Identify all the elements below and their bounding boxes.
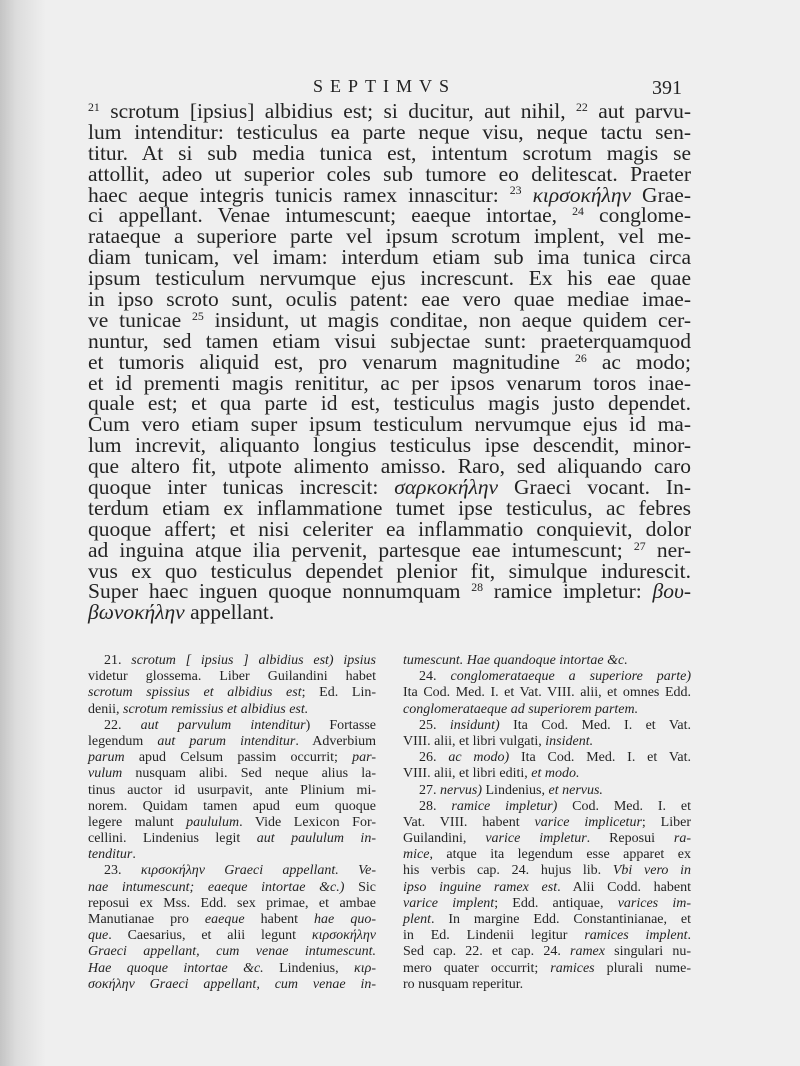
italic-text: nae intumescunt; eaeque intortae &c.) [88,879,345,895]
footnote-line [403,783,691,799]
text-line [88,247,691,268]
text-run: reposui ex Mss. Edd. sex primae, et ambae [88,895,376,911]
footnote-line [403,831,691,847]
italic-text: aut parum intenditur [157,733,296,749]
italic-text: varices im- [617,895,691,911]
text-run: norem. Quidam tamen apud eum quoque [88,798,376,814]
text-run: . [132,847,136,863]
footnote-line [88,685,376,701]
text-run: videtur glossema. Liber Guilandini habet [88,669,376,685]
italic-text: par- [352,750,376,766]
text-run: lum intenditur: testiculus ea parte neque visu, neque tactu sen- [88,119,691,144]
text-run: plurali nume- [594,960,691,976]
footnote-continuation [403,653,691,669]
text-line [88,414,691,435]
text-run: ; Liber [641,814,691,830]
footnote-line [403,766,691,782]
italic-text: conglomerataeque ad superiorem partem. [403,701,639,717]
italic-text: vulum [88,766,123,782]
text-run: 25. [419,717,450,733]
footnote-line [403,653,691,669]
text-run: appellant. [184,600,275,625]
text-run: ci appellant. Venae intumescunt; eaeque intortae, [88,203,573,228]
text-line [88,537,691,562]
text-run: Grae- [631,182,691,207]
italic-text: conglomerataeque a superiore parte) [450,669,691,685]
text-run: et id prementi magis renititur, ac per ipsos venarum toros inae- [88,370,691,395]
text-line [88,435,691,456]
footnote-line [88,783,376,799]
italic-text: scrotum [ ipsius ] albidius est) ipsius [131,653,377,668]
main-text [88,101,691,623]
italic-text: aut paululum in- [256,831,376,847]
text-line [88,477,691,498]
text-line [88,119,691,144]
footnote-line [403,734,691,750]
text-run: ) Fortasse [305,717,376,733]
footnote-line [403,847,691,863]
running-title: SEPTIMVS [313,76,457,96]
italic-text: insident. [545,733,594,749]
footnote-line [403,685,691,701]
text-line [88,328,691,353]
footnote-line [88,880,376,896]
italic-text: βωνοκήλην [88,600,185,625]
text-run: nusquam alibi. Sed neque alius la- [122,766,376,782]
note-reference-marker: 24 [572,204,584,219]
note-reference-marker: 26 [575,350,587,365]
text-run: titur. At si sub media tunica est, intentum scrotum magis se [88,140,691,165]
text-run: quale est; et qua parte id est, testiculus magis justo dependet. [88,391,691,416]
text-run: legendum [88,733,158,749]
text-run: quoque inter tunicas increscit: [88,475,395,500]
italic-text: κιρσοκήλην Graeci appellant. Ve- [140,863,376,879]
text-line [88,349,691,374]
text-run: ; Edd. antiquae, [494,895,618,911]
text-run: insidunt, ut magis conditae, non aeque quidem cer- [203,307,691,332]
text-run: Graeci vocant. In- [498,475,692,500]
text-line [88,307,691,332]
italic-text: scrotum remissius et albidius est. [123,701,309,717]
footnote [403,669,691,718]
text-run: ramice impletur: [483,579,653,604]
footnote-line [88,863,376,879]
text-run: haec aeque integris tunicis ramex innascitur: [88,182,510,207]
text-run: habent [244,912,315,927]
footnote-line [88,912,376,928]
text-run: in ipso scroto sunt, oculis patent: eae vero quae mediae imae- [88,287,691,312]
italic-text: κιρ- [354,960,376,976]
text-run: Cod. Med. I. et [557,798,691,814]
text-run: Ita Cod. Med. I. et Vat. VIII. alii, et omnes Edd. [403,685,691,701]
text-line [88,602,691,623]
text-run: rataeque a superiore parte vel ipsum scrotum implent, vel me- [88,224,691,249]
text-run: . Reposui [586,831,674,847]
footnote-line [403,669,691,685]
text-run: . In margine Edd. Constantinianae, et [431,912,691,927]
text-run: Guilandini, [403,831,486,847]
italic-text: varice implent [403,895,495,911]
note-reference-marker: 23 [509,183,522,198]
text-line [88,140,691,165]
text-run: . Caesarius, et alii legunt [108,928,312,944]
italic-text: σαρκοκήλην [394,475,499,500]
italic-text: ipso inguine ramex est [403,879,558,895]
italic-text: κιρσοκήλην [521,182,632,207]
text-run: diam tunicam, vel imam: interdum etiam sub ima tunica circa [88,245,691,270]
footnotes-left-column [88,653,376,993]
footnote-line [403,863,691,879]
text-run: aut parvu- [587,99,691,123]
footnote-line [88,928,376,944]
italic-text: varice impletur [485,831,587,847]
text-run: ipsum testiculum nervumque ejus increscunt. Ex his eae quae [88,266,691,291]
italic-text: aut parvulum intenditur [140,717,306,733]
text-line [88,581,691,602]
text-line [88,558,691,583]
text-line [88,456,691,477]
italic-text: ramice impletur) [451,798,558,814]
text-line [88,370,691,395]
text-run: apud Celsum passim occurrit; [124,750,353,766]
text-run: 21. [104,653,132,668]
italic-text: et modo. [531,766,580,782]
text-run: ac modo; [586,349,691,374]
footnote-line [88,896,376,912]
italic-text: ac modo) [448,750,510,766]
text-run: VIII. alii, et libri editi, [403,766,532,782]
text-run: 28. [419,798,452,814]
footnotes-right-column [403,653,691,993]
text-run: ve tunicae [88,307,192,332]
footnote-line [403,977,691,993]
text-run: legere malunt [88,814,187,830]
footnote-line [88,653,376,669]
italic-text: Vbi vero in [612,863,691,879]
text-run: Lindenius, [482,782,549,798]
italic-text: paululum [186,814,240,830]
text-line [88,161,691,186]
text-run: que altero fit, utpote alimento amisso. Raro, sed aliquando caro [88,454,691,479]
footnote-line [403,750,691,766]
text-line [88,289,691,310]
text-run: VIII. alii, et libri vulgati, [403,733,546,749]
footnote-line [403,718,691,734]
text-run: Sic [344,879,376,895]
italic-text: βου- [652,579,691,604]
text-run: nuntur, sed tamen etiam visui subjectae sunt: praeterquamquod [88,328,691,353]
text-run: Cum vero etiam super ipsum testiculum nervumque ejus id ma- [88,412,691,437]
footnote [88,863,376,993]
text-run: ad inguina atque ilia pervenit, partesque eae intumescunt; [88,537,634,562]
text-line [88,182,691,207]
text-line [88,101,691,122]
text-run: attollit, adeo ut superior coles sub tumore eo delitescat. Praeter [88,161,691,186]
italic-text: hae quo- [314,912,376,927]
footnote-line [403,880,691,896]
italic-text: ra- [673,831,692,847]
italic-text: parum [88,750,125,766]
footnote-line [88,734,376,750]
footnote-line [403,961,691,977]
italic-text: plent [403,912,431,927]
text-run: denii, [88,701,123,717]
footnote-line [88,799,376,815]
footnote-line [88,831,376,847]
text-run: Ita Cod. Med. I. et Vat. [499,717,691,733]
page-edge-shadow [0,0,46,1066]
text-run: his verbis cap. 24. hujus lib. [403,863,613,879]
text-run: et tumoris aliquid est, pro venarum magnitudine [88,349,576,374]
footnote-line [403,928,691,944]
note-reference-marker: 21 [88,99,100,114]
footnote-line [403,799,691,815]
footnote [403,718,691,750]
italic-text: Hae quoque intortae &c. [88,960,264,976]
italic-text: varice implicetur [534,814,642,830]
footnote-line [88,750,376,766]
italic-text: eaeque [204,912,245,927]
italic-text: Graeci appellant, cum venae intumescunt. [88,944,376,960]
footnote [403,799,691,993]
footnote-line [88,669,376,685]
italic-text: ramex [570,944,605,960]
note-reference-marker: 22 [575,99,588,114]
text-run: Super haec inguen quoque nonnumquam [88,579,472,604]
italic-text: tumescunt. Hae quandoque intortae &c. [403,653,628,668]
footnote [88,718,376,864]
italic-text: ramices implent [584,928,688,944]
text-run: conglome- [583,203,691,228]
text-run: mero quater occurrit; [403,960,551,976]
text-line [88,495,691,520]
italic-text: tenditur [88,847,133,863]
text-line [88,205,691,226]
footnote-line [88,977,376,993]
text-run: 23. [104,863,141,879]
text-run: ro nusquam reperitur. [403,976,524,992]
footnote [403,750,691,782]
footnote-line [403,944,691,960]
text-line [88,516,691,541]
text-run: Lindenius, [263,960,354,976]
text-run: Vat. VIII. habent [403,814,535,830]
italic-text: mice [403,847,430,863]
note-reference-marker: 27 [633,538,646,553]
footnote-line [88,718,376,734]
footnote-line [403,912,691,928]
text-run: lum increvit, aliquanto longius testiculus ipse descendit, minor- [88,433,691,458]
text-run: 24. [419,669,451,685]
footnote-line [403,896,691,912]
italic-text: insidunt) [449,717,500,733]
italic-text: que [88,928,109,944]
text-run: vus ex quo testiculus dependet plenior fit, simulque indurescit. [88,558,691,583]
footnote-line [88,766,376,782]
text-run: 27. [419,782,440,798]
text-run: 26. [419,750,449,766]
footnote-line [88,815,376,831]
text-run: tinus auctor id usurpavit, ante Plinium mi- [88,782,376,798]
text-run: 22. [104,717,141,733]
text-run: scrotum [ipsius] albidius est; si ducitur, aut nihil, [99,99,576,123]
text-run: Manutianae pro [88,912,205,927]
text-run: in Ed. Lindenii legitur [403,928,585,944]
italic-text: κιρσοκήλην [311,928,376,944]
text-run: quoque affert; et nisi celeriter ea inflammatio conquievit, dolor [88,516,691,541]
footnote-line [88,944,376,960]
text-run: cellini. Lindenius legit [88,831,257,847]
footnote-line [88,847,376,863]
text-run: . [687,928,691,944]
page-number: 391 [652,77,682,99]
text-line [88,226,691,247]
text-run: ; Ed. Lin- [301,685,377,701]
text-run: . Vide Lexicon For- [239,814,377,830]
text-run: terdum etiam ex inflammatione tumet ipse testiculus, ac febres [88,495,691,520]
italic-text: ramices [550,960,595,976]
text-line [88,268,691,289]
footnote-line [403,815,691,831]
note-reference-marker: 25 [191,308,204,323]
footnote-line [88,961,376,977]
italic-text: et nervus. [548,782,603,798]
footnote-line [403,702,691,718]
footnote-line [88,702,376,718]
text-run: . Alii Codd. habent [557,879,691,895]
text-run: , atque ita legendum esse apparet ex [429,847,691,863]
italic-text: nervus) [440,782,482,798]
text-run: Sed cap. 22. et cap. 24. [403,944,570,960]
italic-text: σοκήλην Graeci appellant, cum venae in- [88,976,376,992]
text-run: Ita Cod. Med. I. et Vat. [509,750,691,766]
text-run: singulari nu- [605,944,691,960]
text-run: ner- [645,537,691,562]
footnote [403,783,691,799]
footnote [88,653,376,718]
text-line [88,393,691,414]
note-reference-marker: 28 [471,580,484,595]
text-run: . Adverbium [295,733,376,749]
italic-text: scrotum spissius et albidius est [88,685,302,701]
